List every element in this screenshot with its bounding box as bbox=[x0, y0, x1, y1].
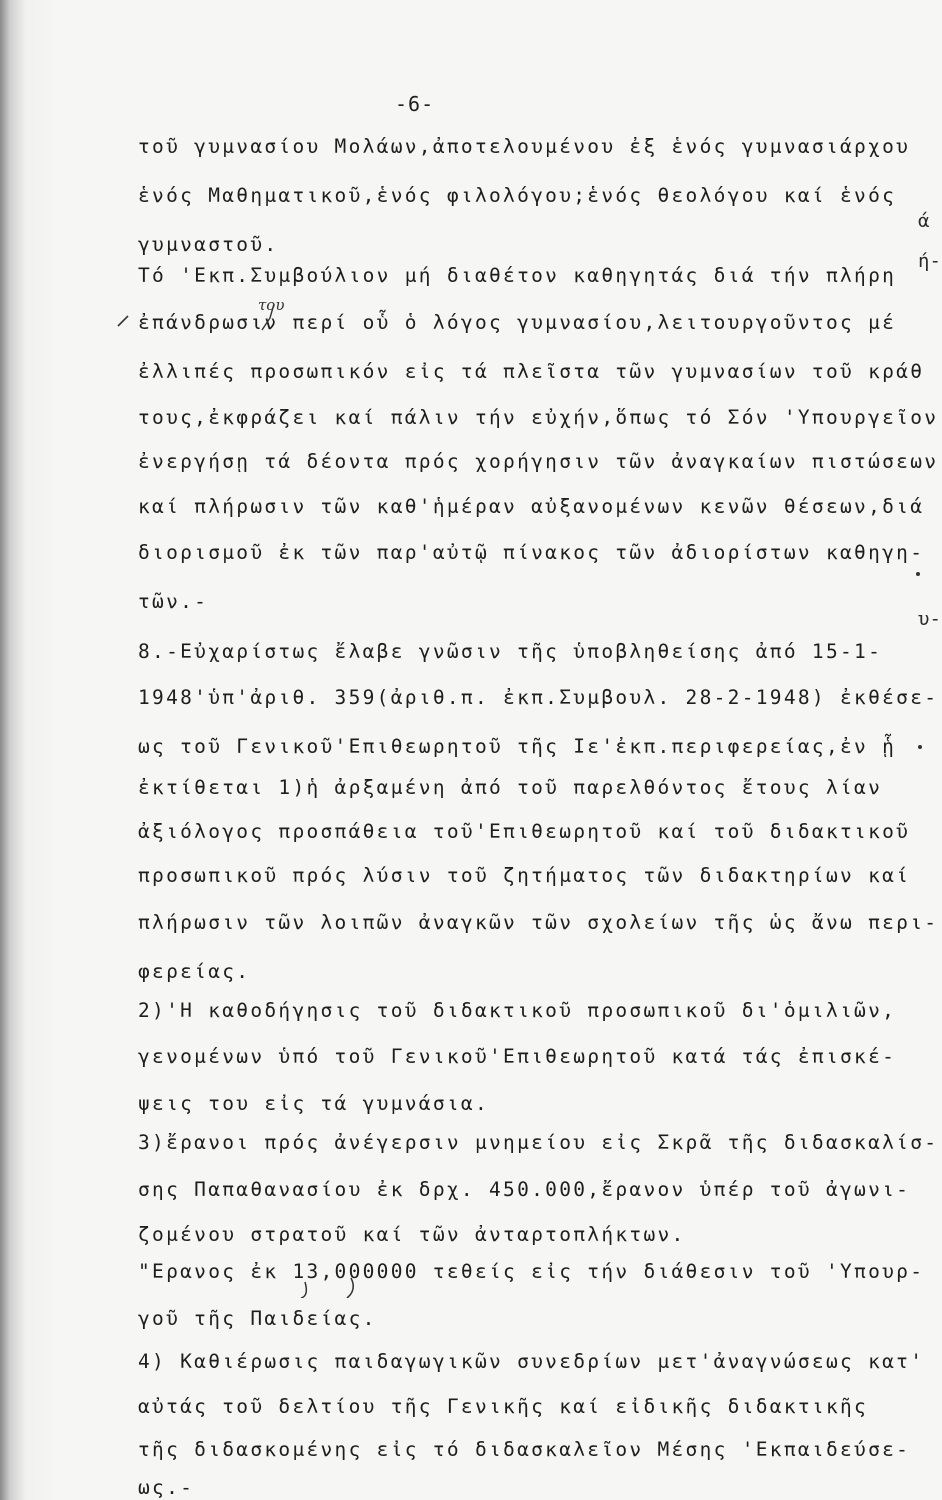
text-line-22: ψεις του εἰς τά γυμνάσια. bbox=[138, 1092, 489, 1115]
handwritten-number-marks bbox=[295, 1268, 375, 1298]
text-line-13: 1948'ὑπ'ἀριθ. 359(ἀριθ.π. ἐκπ.Συμβουλ. 28-2-1948) ἐκθέσε- bbox=[138, 686, 939, 709]
text-line-8: ἐνεργήσῃ τά δέοντα πρός χορήγησιν τῶν ἀναγκαίων πιστώσεων bbox=[138, 450, 939, 473]
text-line-29: αὐτάς τοῦ δελτίου τῆς Γενικῆς καί εἰδικῆς διδακτικῆς bbox=[138, 1395, 869, 1418]
text-line-28: 4) Καθιέρωσις παιδαγωγικῶν συνεδρίων μετ'ἀναγνώσεως κατ' bbox=[138, 1350, 925, 1373]
ink-speck bbox=[916, 572, 920, 576]
handwritten-caret-mark bbox=[114, 296, 284, 332]
text-line-1: τοῦ γυμνασίου Μολάων,ἀποτελουμένου ἐξ ἑνός γυμνασιάρχου bbox=[138, 135, 911, 158]
text-line-6: ἐλλιπές προσωπικόν εἰς τά πλεῖστα τῶν γυμνασίων τοῦ κράθ bbox=[138, 360, 925, 383]
text-line-17: προσωπικοῦ πρός λύσιν τοῦ ζητήματος τῶν διδακτηρίων καί bbox=[138, 864, 911, 887]
text-line-25: ζομένου στρατοῦ καί τῶν ἀνταρτοπλήκτων. bbox=[138, 1223, 686, 1246]
text-line-18: πλήρωσιν τῶν λοιπῶν ἀναγκῶν τῶν σχολείων τῆς ὡς ἄνω περι- bbox=[138, 911, 939, 934]
text-line-31: ως.- bbox=[138, 1476, 195, 1499]
text-line-9: καί πλήρωσιν τῶν καθ'ἡμέραν αὐξανομένων κενῶν θέσεων,διά bbox=[138, 495, 925, 518]
text-line-4: Τό 'Εκπ.Συμβούλιον μή διαθέτον καθηγητάς διά τήν πλήρη bbox=[138, 264, 897, 287]
text-line-21: γενομένων ὑπό τοῦ Γενικοῦ'Επιθεωρητοῦ κατά τάς ἐπισκέ- bbox=[138, 1045, 897, 1068]
text-line-23: 3)ἔρανοι πρός ἀνέγερσιν μνημείου εἰς Σκρᾶ τῆς διδασκαλίσ- bbox=[138, 1131, 939, 1154]
text-line-16: ἀξιόλογος προσπάθεια τοῦ'Επιθεωρητοῦ καί τοῦ διδακτικοῦ bbox=[138, 820, 911, 843]
text-line-26: "Ερανος ἐκ 13,000000 τεθείς εἰς τήν διάθεσιν τοῦ 'Υπουρ- bbox=[138, 1260, 925, 1283]
text-line-12: 8.-Εὐχαρίστως ἔλαβε γνῶσιν τῆς ὑποβληθείσης ἀπό 15-1- bbox=[138, 640, 883, 663]
margin-note-1: ά bbox=[918, 210, 930, 232]
text-line-19: φερείας. bbox=[138, 960, 251, 983]
text-line-11: τῶν.- bbox=[138, 590, 209, 613]
text-line-5: ἐπάνδρωσιν περί οὗ ὁ λόγος γυμνασίου,λειτουργοῦντος μέ bbox=[138, 311, 897, 334]
text-line-30: τῆς διδασκομένης εἰς τό διδασκαλεῖον Μέσης 'Εκπαιδεύσε- bbox=[138, 1438, 911, 1461]
ink-speck bbox=[918, 745, 922, 749]
margin-note-3: υ- bbox=[918, 608, 941, 630]
text-line-24: σης Παπαθανασίου ἐκ δρχ. 450.000,ἔρανον ὑπέρ τοῦ ἀγωνι- bbox=[138, 1178, 911, 1201]
text-line-3: γυμναστοῦ. bbox=[138, 233, 279, 256]
text-line-7: τους,ἐκφράζει καί πάλιν τήν εὐχήν,ὅπως τό Σόν 'Υπουργεῖον bbox=[138, 406, 939, 429]
margin-note-2: ή- bbox=[918, 250, 941, 272]
text-line-10: διορισμοῦ ἐκ τῶν παρ'αὐτῷ πίνακος τῶν ἀδιορίστων καθηγη- bbox=[138, 541, 925, 564]
text-line-27: γοῦ τῆς Παιδείας. bbox=[138, 1307, 377, 1330]
text-line-15: ἐκτίθεται 1)ἡ ἀρξαμένη ἀπό τοῦ παρελθόντος ἔτους λίαν bbox=[138, 776, 883, 799]
text-line-14: ως τοῦ Γενικοῦ'Επιθεωρητοῦ τῆς Ιε'ἐκπ.περιφερείας,ἐν ᾗ bbox=[138, 735, 897, 758]
text-line-20: 2)'Η καθοδήγησις τοῦ διδακτικοῦ προσωπικοῦ δι'ὁμιλιῶν, bbox=[138, 999, 897, 1022]
text-line-2: ἑνός Μαθηματικοῦ,ἑνός φιλολόγου;ἑνός θεολόγου καί ἑνός bbox=[138, 184, 897, 207]
handwritten-insert: του bbox=[258, 296, 285, 314]
page-number: -6- bbox=[395, 92, 435, 116]
